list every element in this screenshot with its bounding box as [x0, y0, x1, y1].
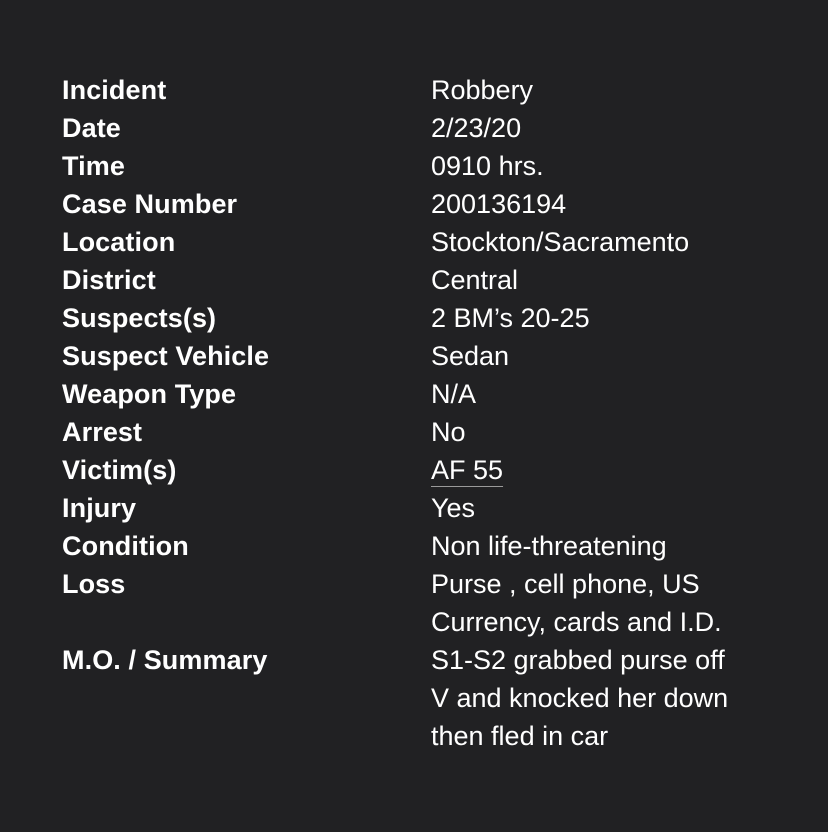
field-label: Case Number: [62, 189, 238, 219]
field-label: Time: [62, 151, 125, 181]
row-location: [62, 223, 782, 261]
field-label: Suspects(s): [62, 303, 217, 333]
field-value: [431, 109, 782, 147]
value-line: V and knocked her down: [431, 683, 729, 713]
value-line: Sedan: [431, 341, 510, 371]
field-label: M.O. / Summary: [62, 645, 268, 675]
field-value: [431, 261, 782, 299]
field-label: Loss: [62, 569, 126, 599]
field-value: [431, 337, 782, 375]
value-line: S1-S2 grabbed purse off: [431, 645, 725, 675]
value-line: Purse , cell phone, US: [431, 569, 700, 599]
value-line: Stockton/Sacramento: [431, 227, 690, 257]
value-line: 2/23/20: [431, 113, 522, 143]
field-value: [431, 565, 782, 641]
row-suspects: [62, 299, 782, 337]
incident-report-table: [62, 71, 782, 755]
value-line: Yes: [431, 493, 476, 523]
field-label: District: [62, 265, 156, 295]
field-label: Condition: [62, 531, 189, 561]
row-incident: [62, 71, 782, 109]
value-line: then fled in car: [431, 721, 609, 751]
victim-value-underlined: AF 55: [431, 455, 504, 485]
value-line: 2 BM’s 20-25: [431, 303, 590, 333]
field-label: Location: [62, 227, 176, 257]
row-mo-summary: [62, 641, 782, 755]
row-arrest: [62, 413, 782, 451]
row-weapon-type: [62, 375, 782, 413]
field-label: Incident: [62, 75, 167, 105]
value-line: Robbery: [431, 75, 534, 105]
field-label: Weapon Type: [62, 379, 237, 409]
field-value: [431, 413, 782, 451]
field-value: [431, 451, 782, 489]
row-case-number: [62, 185, 782, 223]
value-line: 0910 hrs.: [431, 151, 544, 181]
value-line: Central: [431, 265, 519, 295]
field-value: [431, 489, 782, 527]
field-label: Arrest: [62, 417, 143, 447]
field-value: [431, 375, 782, 413]
row-time: [62, 147, 782, 185]
field-label: Victim(s): [62, 455, 177, 485]
field-value: [431, 299, 782, 337]
value-line: 200136194: [431, 189, 567, 219]
field-value: [431, 527, 782, 565]
row-suspect-vehicle: [62, 337, 782, 375]
row-district: [62, 261, 782, 299]
row-injury: [62, 489, 782, 527]
field-label: Date: [62, 113, 121, 143]
row-condition: [62, 527, 782, 565]
row-loss: [62, 565, 782, 641]
field-value: [431, 147, 782, 185]
value-line: [431, 451, 782, 489]
value-line: Non life-threatening: [431, 531, 667, 561]
field-label: Suspect Vehicle: [62, 341, 270, 371]
value-line: Currency, cards and I.D.: [431, 607, 722, 637]
field-value: [431, 641, 782, 755]
value-line: No: [431, 417, 466, 447]
value-line: N/A: [431, 379, 477, 409]
field-value: [431, 185, 782, 223]
row-victims: [62, 451, 782, 489]
field-label: Injury: [62, 493, 137, 523]
row-date: [62, 109, 782, 147]
field-value: [431, 223, 782, 261]
field-value: [431, 71, 782, 109]
